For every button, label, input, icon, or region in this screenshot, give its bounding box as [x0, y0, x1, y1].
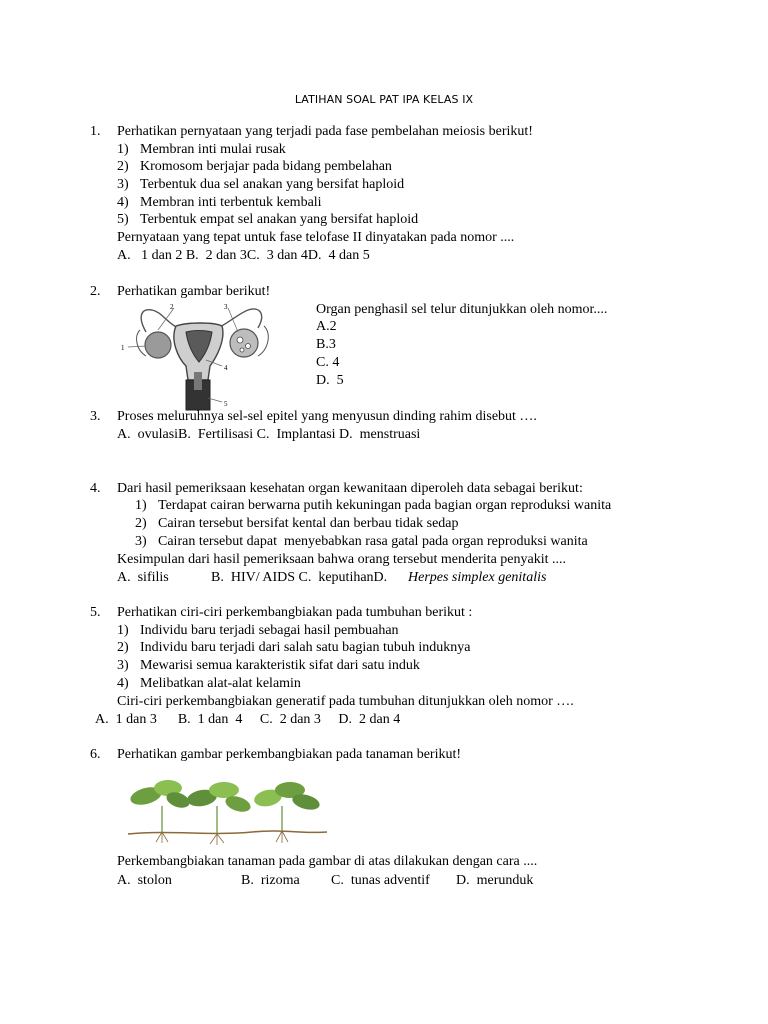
- list-item: Cairan tersebut dapat menyebabkan rasa gatal pada organ reproduksi wanita: [158, 534, 588, 549]
- answer-options: A. 1 dan 2 B. 2 dan 3C. 3 dan 4D. 4 dan 5: [117, 248, 370, 263]
- figure-label-1: 1: [121, 344, 125, 352]
- list-item: Individu baru terjadi sebagai hasil pembuahan: [140, 623, 399, 638]
- list-item-number: 1): [117, 623, 129, 638]
- list-item: Individu baru terjadi dari salah satu bagian tubuh induknya: [140, 640, 471, 655]
- runner-stem: [128, 831, 327, 834]
- left-fallopian-tube: [141, 310, 178, 332]
- answer-options: A. ovulasiB. Fertilisasi C. Implantasi D. menstruasi: [117, 427, 421, 442]
- option-b: B. rizoma: [241, 873, 300, 888]
- figure-label-2: 2: [170, 303, 174, 311]
- question-prompt: Kesimpulan dari hasil pemeriksaan bahwa orang tersebut menderita penyakit ....: [117, 552, 567, 567]
- list-item: Terbentuk empat sel anakan yang bersifat haploid: [140, 212, 419, 227]
- list-item-number: 3): [117, 177, 129, 192]
- list-item-number: 3): [117, 658, 129, 673]
- option-b: B.3: [316, 337, 336, 352]
- list-item: Terdapat cairan berwarna putih kekuningan pada bagian organ reproduksi wanita: [158, 498, 612, 513]
- list-item: Terbentuk dua sel anakan yang bersifat haploid: [140, 177, 405, 192]
- question-number: 4.: [90, 481, 101, 496]
- list-item-number: 4): [117, 195, 129, 210]
- question-stem: Perhatikan gambar perkembangbiakan pada tanaman berikut!: [117, 747, 462, 762]
- list-item: Kromosom berjajar pada bidang pembelahan: [140, 159, 392, 174]
- question-number: 6.: [90, 747, 101, 762]
- plant-2: [186, 782, 253, 834]
- question-prompt: Organ penghasil sel telur ditunjukkan oleh nomor....: [316, 302, 608, 317]
- list-item-number: 2): [135, 516, 147, 531]
- list-item: Mewarisi semua karakteristik sifat dari satu induk: [140, 658, 420, 673]
- options-b-c-d: B. HIV/ AIDS C. keputihanD.: [211, 570, 388, 585]
- option-a: A. sifilis: [117, 570, 169, 585]
- plant-1: [128, 780, 191, 832]
- question-prompt: Perkembangbiakan tanaman pada gambar di atas dilakukan dengan cara ....: [117, 854, 538, 869]
- figure-label-5: 5: [224, 400, 228, 408]
- left-ovary: [145, 332, 171, 358]
- figure-label-4: 4: [224, 364, 228, 372]
- question-stem: Perhatikan pernyataan yang terjadi pada fase pembelahan meiosis berikut!: [117, 124, 533, 139]
- option-a: A. stolon: [117, 873, 172, 888]
- question-stem: Perhatikan gambar berikut!: [117, 284, 271, 299]
- list-item-number: 5): [117, 212, 129, 227]
- list-item-number: 2): [117, 640, 129, 655]
- question-number: 1.: [90, 124, 101, 139]
- list-item: Membran inti mulai rusak: [140, 142, 286, 157]
- option-d-text: Herpes simplex genitalis: [408, 570, 547, 585]
- question-number: 5.: [90, 605, 101, 620]
- strawberry-plant-image: [122, 776, 332, 846]
- right-ovary: [230, 329, 258, 357]
- uterus-diagram: [118, 300, 278, 412]
- list-item-number: 1): [117, 142, 129, 157]
- page-title: LATIHAN SOAL PAT IPA KELAS IX: [294, 93, 474, 106]
- question-number: 2.: [90, 284, 101, 299]
- question-stem: Perhatikan ciri-ciri perkembangbiakan pada tumbuhan berikut :: [117, 605, 473, 620]
- question-stem: Dari hasil pemeriksaan kesehatan organ kewanitaan diperoleh data sebagai berikut:: [117, 481, 583, 496]
- option-c: C. 4: [316, 355, 340, 370]
- list-item: Cairan tersebut bersifat kental dan berbau tidak sedap: [158, 516, 459, 531]
- option-c: C. tunas adventif: [331, 873, 430, 888]
- option-a: A.2: [316, 319, 337, 334]
- option-d: D. 5: [316, 373, 344, 388]
- list-item: Membran inti terbentuk kembali: [140, 195, 322, 210]
- list-item-number: 4): [117, 676, 129, 691]
- list-item: Melibatkan alat-alat kelamin: [140, 676, 301, 691]
- right-fallopian-tube: [218, 309, 262, 328]
- list-item-number: 1): [135, 498, 147, 513]
- option-d: D. merunduk: [456, 873, 534, 888]
- question-prompt: Pernyataan yang tepat untuk fase telofase II dinyatakan pada nomor ....: [117, 230, 515, 245]
- answer-options: A. 1 dan 3 B. 1 dan 4 C. 2 dan 3 D. 2 dan 4: [95, 712, 401, 727]
- question-number: 3.: [90, 409, 101, 424]
- list-item-number: 2): [117, 159, 129, 174]
- question-prompt: Ciri-ciri perkembangbiakan generatif pada tumbuhan ditunjukkan oleh nomor ….: [117, 694, 574, 709]
- list-item-number: 3): [135, 534, 147, 549]
- question-stem: Proses meluruhnya sel-sel epitel yang menyusun dinding rahim disebut ….: [117, 409, 537, 424]
- figure-label-3: 3: [224, 303, 228, 311]
- plant-3: [253, 782, 322, 831]
